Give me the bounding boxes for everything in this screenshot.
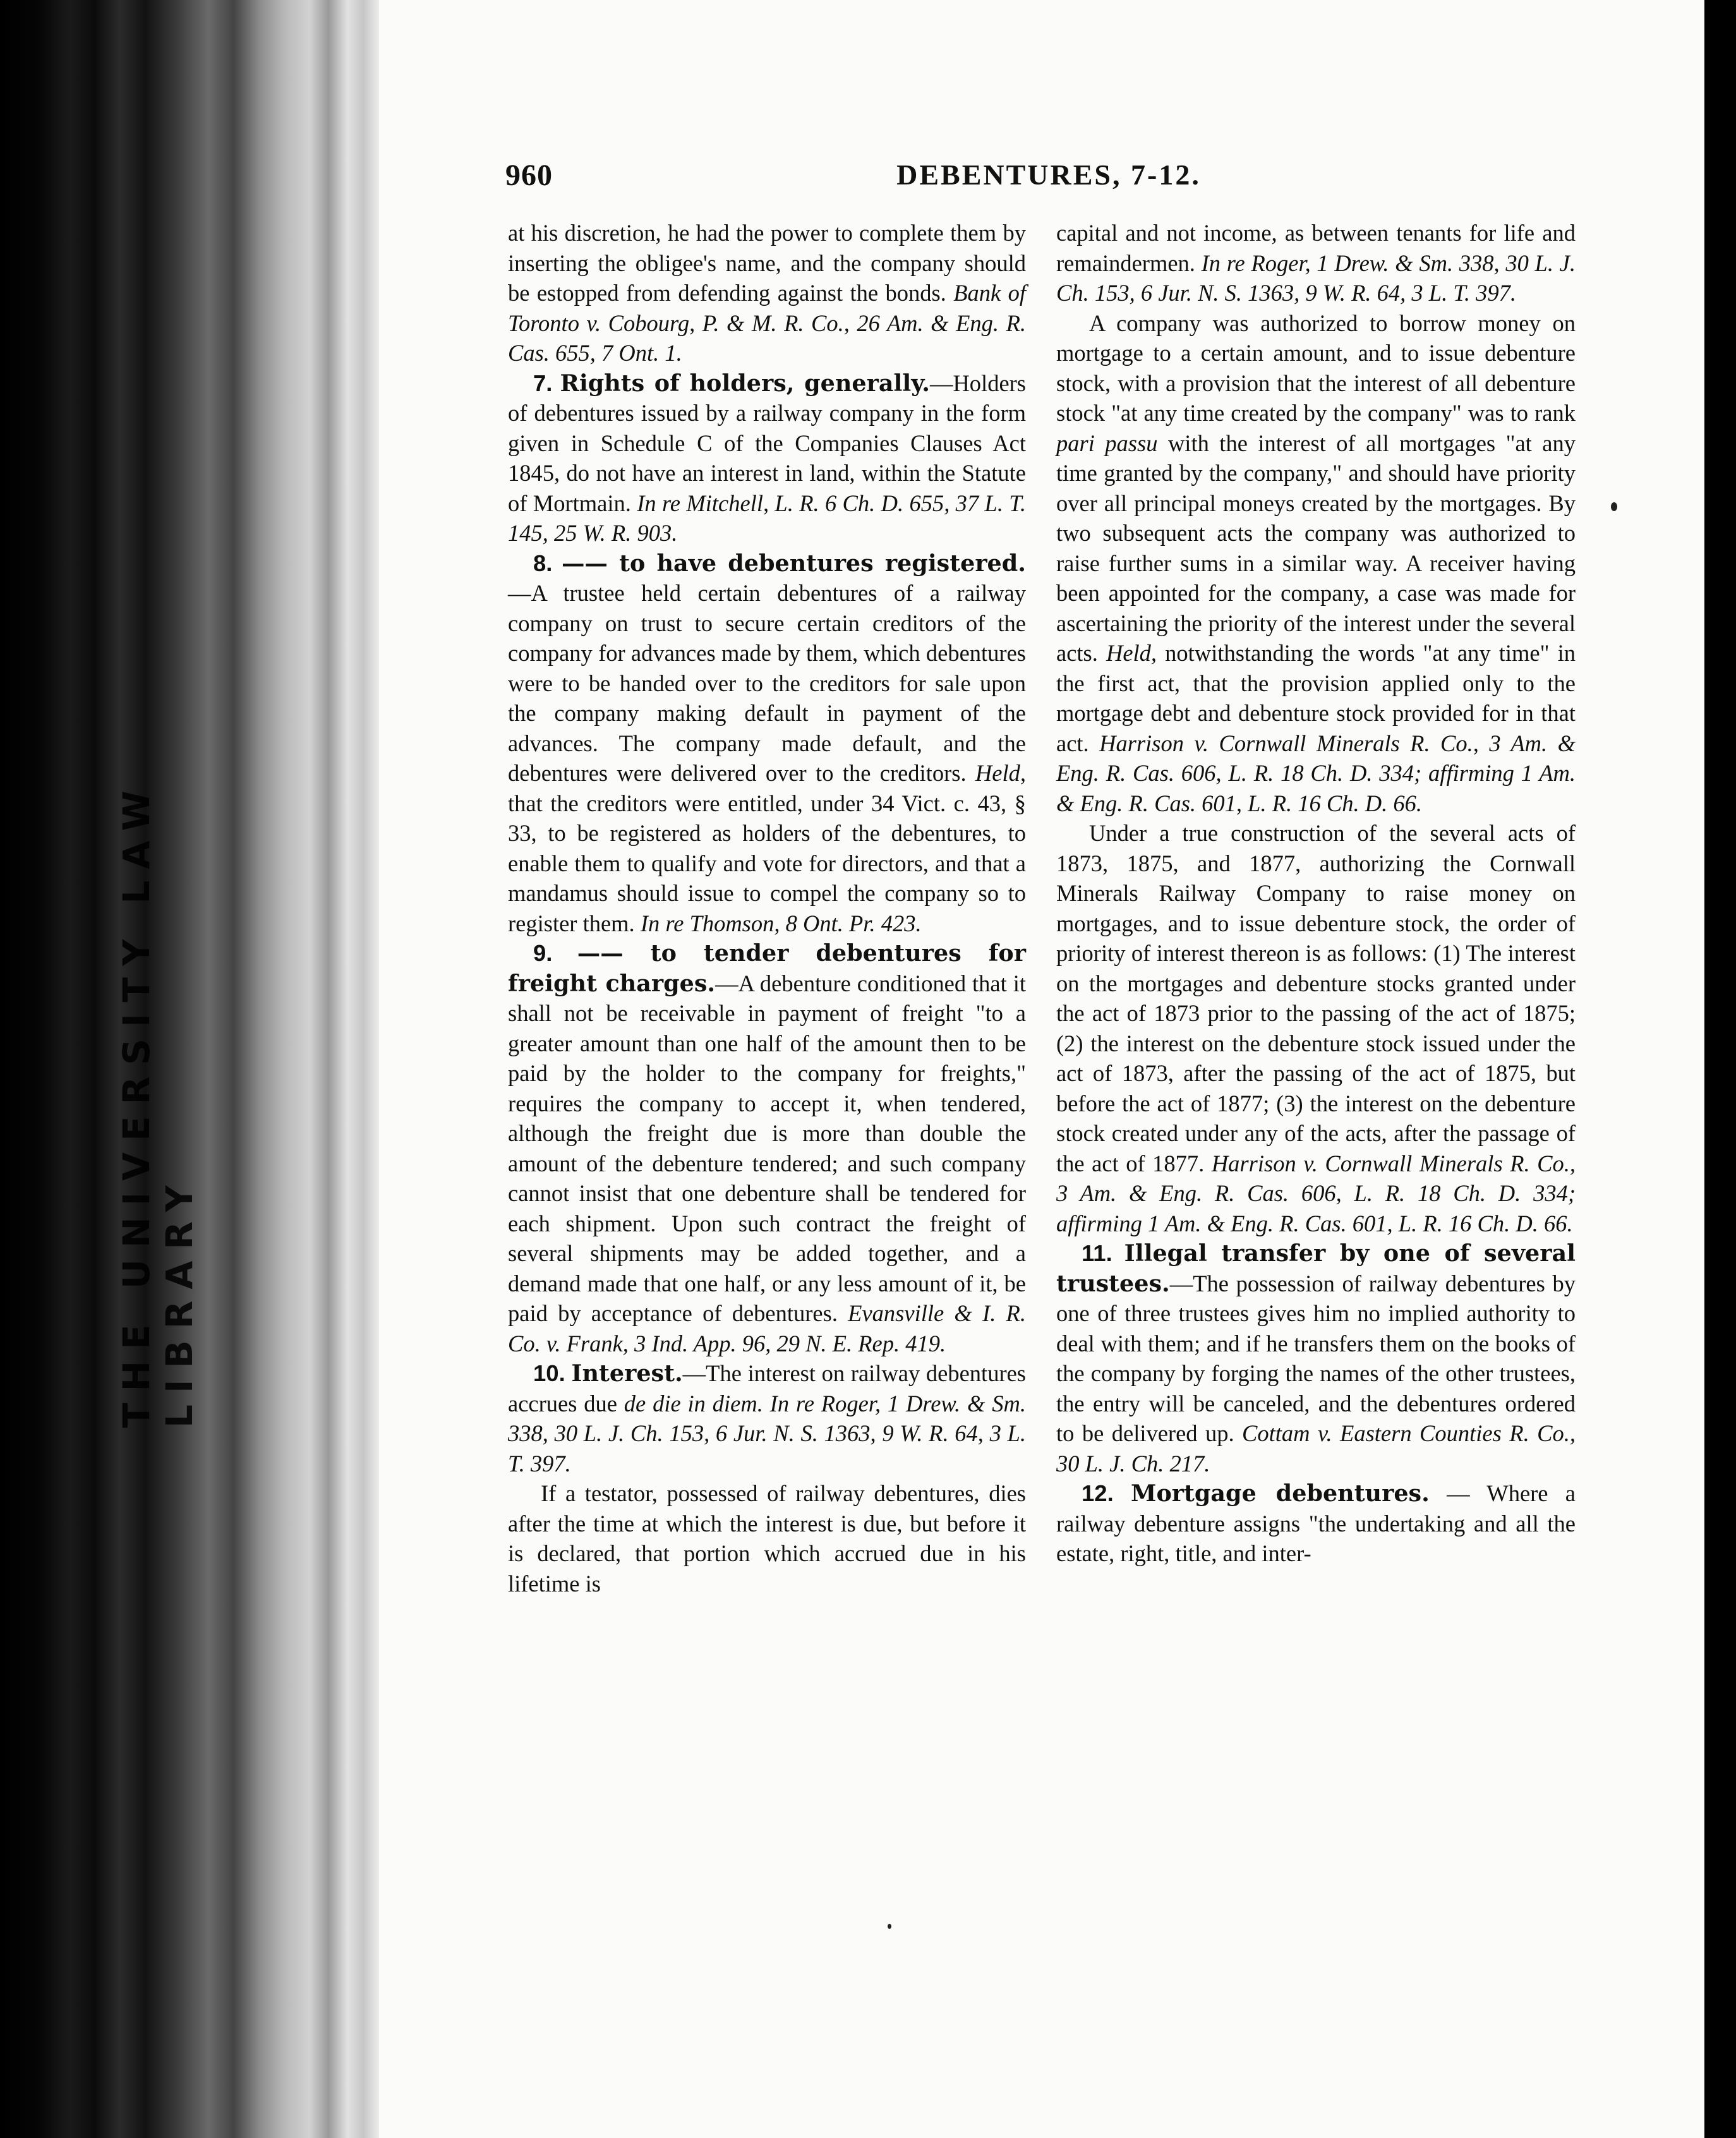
- citation: Cottam v. Eastern Counties R. Co., 30 L. J. Ch. 217.: [1056, 1420, 1576, 1477]
- library-spine-stamp: THE UNIVERSITY LAW LIBRARY: [115, 779, 201, 1428]
- latin-phrase: de die in diem.: [624, 1390, 763, 1416]
- section-7: 7. Rights of holders, generally.—Holders of debentures issued by a railway company in the form given in Schedule C of the Companies Clauses Act 1845, do not have an interest in land, within the Statute of Mortmain. In re Mitchell, L. R. 6 Ch. D. 655, 37 L. T. 145, 25 W. R. 903.: [508, 369, 1026, 546]
- scan-right-edge: [1704, 0, 1736, 2138]
- left-column: [508, 218, 1026, 1598]
- paragraph-priority: Under a true construction of the several acts of 1873, 1875, and 1877, authorizing the Cornwall Minerals Railway Company to raise money on mortgages, and to issue debenture stock, the order of priority of interest thereon is as follows: (1) The interest on the mortgages and debenture stocks granted under the act of 1873 prior to the passing of the act of 1875; (2) the interest on the debenture stock issued under the act of 1873, after the passing of the act of 1875, but before the act of 1877; (3) the interest on the debenture stock created under any of the acts, after the passage of the act of 1877. Harrison v. Cornwall Minerals R. Co., 3 Am. & Eng. R. Cas. 606, L. R. 18 Ch. D. 334; affirming 1 Am. & Eng. R. Cas. 601, L. R. 16 Ch. D. 66.: [1056, 820, 1576, 1236]
- paragraph-pari-passu: A company was authorized to borrow money on mortgage to a certain amount, and to issue debenture stock, with a provision that the interest of all debenture stock "at any time created by the company" was to rank pari passu with the interest of all mortgages "at any time granted by the company," and should have priority over all principal moneys created by the mortgages. By two subsequent acts the company was authorized to raise further sums in a similar way. A receiver having been appointed for the company, a case was made for ascertaining the priority of the interest under the several acts. Held, notwithstanding the words "at any time" in the first act, that the provision applied only to the mortgage debt and debenture stock provided for in that act. Harrison v. Cornwall Minerals R. Co., 3 Am. & Eng. R. Cas. 606, L. R. 18 Ch. D. 334; affirming 1 Am. & Eng. R. Cas. 601, L. R. 16 Ch. D. 66.: [1056, 310, 1576, 816]
- citation: In re Mitchell, L. R. 6 Ch. D. 655, 37 L. T. 145, 25 W. R. 903.: [508, 490, 1026, 546]
- section-number: 12.: [1082, 1480, 1114, 1506]
- citation: Harrison v. Cornwall Minerals R. Co., 3 Am. & Eng. R. Cas. 606, L. R. 18 Ch. D. 334; affirming 1 Am. & Eng. R. Cas. 601, L. R. 16 Ch. D. 66.: [1056, 1150, 1576, 1236]
- section-title: Illegal transfer by one of several trustees.: [1056, 1240, 1576, 1297]
- section-12: 12. Mortgage debentures. — Where a railway debenture assigns "the undertaking and all the estate, right, title, and inter-: [1056, 1480, 1576, 1566]
- scan-speck: [888, 1924, 891, 1929]
- page-number: 960: [505, 159, 553, 192]
- section-number: 11.: [1082, 1240, 1112, 1266]
- held-word: Held,: [975, 760, 1026, 786]
- section-title: —— to have debentures registered.: [562, 549, 1026, 577]
- paragraph-continuation: capital and not income, as between tenants for life and remaindermen. In re Roger, 1 Drew. & Sm. 338, 30 L. J. Ch. 153, 6 Jur. N. S. 1363, 9 W. R. 64, 3 L. T. 397.: [1056, 220, 1576, 306]
- citation: In re Roger, 1 Drew. & Sm. 338, 30 L. J. Ch. 153, 6 Jur. N. S. 1363, 9 W. R. 64, 3 L. T. 397.: [508, 1390, 1026, 1477]
- section-title: Rights of holders, generally.: [560, 369, 930, 397]
- section-11: 11. Illegal transfer by one of several trustees.—The possession of railway debentures by one of three trustees gives him no implied authority to deal with them; and if he transfers them on the books of the company by forging the names of the other trustees, the entry will be canceled, and the debentures ordered to be delivered up. Cottam v. Eastern Counties R. Co., 30 L. J. Ch. 217.: [1056, 1240, 1576, 1477]
- scan-speck: [1611, 502, 1617, 511]
- latin-phrase: pari passu: [1056, 430, 1158, 456]
- section-10: 10. Interest.—The interest on railway debentures accrues due de die in diem. In re Roger, 1 Drew. & Sm. 338, 30 L. J. Ch. 153, 6 Jur. N. S. 1363, 9 W. R. 64, 3 L. T. 397.: [508, 1360, 1026, 1477]
- citation: In re Roger, 1 Drew. & Sm. 338, 30 L. J. Ch. 153, 6 Jur. N. S. 1363, 9 W. R. 64, 3 L. T. 397.: [1056, 250, 1576, 306]
- citation: Harrison v. Cornwall Minerals R. Co., 3 Am. & Eng. R. Cas. 606, L. R. 18 Ch. D. 334; affirming 1 Am. & Eng. R. Cas. 601, L. R. 16 Ch. D. 66.: [1056, 730, 1576, 816]
- section-number: 7.: [533, 370, 553, 396]
- section-title: Mortgage debentures.: [1131, 1480, 1430, 1507]
- section-number: 8.: [533, 550, 553, 576]
- right-column: [1056, 218, 1576, 1569]
- section-8: 8. —— to have debentures registered.—A trustee held certain debentures of a railway company on trust to secure certain creditors of the company for advances made by them, which debentures were to be handed over to the creditors for sale upon the company making default in payment of the advances. The company made default, and the debentures were delivered over to the creditors. Held, that the creditors were entitled, under 34 Vict. c. 43, § 33, to be registered as holders of the debentures, to enable them to qualify and vote for directors, and that a mandamus should issue to compel the company so to register them. In re Thomson, 8 Ont. Pr. 423.: [508, 549, 1026, 936]
- paragraph-testator: If a testator, possessed of railway debentures, dies after the time at which the interest is due, but before it is declared, that portion which accrued due in his lifetime is: [508, 1480, 1026, 1597]
- section-9: 9. —— to tender debentures for freight charges.—A debenture conditioned that it shall not be receivable in payment of freight "to a greater amount than one half of the amount then to be paid by the holder to the company for freights," requires the company to accept it, when tendered, although the freight due is more than double the amount of the debenture tendered; and such company cannot insist that one debenture shall be tendered for each shipment. Upon such contract the freight of several shipments may be added together, and a demand made that one half, or any less amount of it, be paid by acceptance of debentures. Evansville & I. R. Co. v. Frank, 3 Ind. App. 96, 29 N. E. Rep. 419.: [508, 939, 1026, 1356]
- scan-binding-edge: [0, 0, 379, 2138]
- book-page: [379, 0, 1704, 2138]
- section-title: Interest.: [571, 1360, 683, 1387]
- section-number: 10.: [533, 1360, 565, 1386]
- running-head: DEBENTURES, 7-12.: [896, 159, 1201, 191]
- citation: Evansville & I. R. Co. v. Frank, 3 Ind. App. 96, 29 N. E. Rep. 419.: [508, 1300, 1026, 1356]
- paragraph-continuation: at his discretion, he had the power to complete them by inserting the obligee's name, and the company should be estopped from defending against the bonds. Bank of Toronto v. Cobourg, P. & M. R. Co., 26 Am. & Eng. R. Cas. 655, 7 Ont. 1.: [508, 220, 1027, 366]
- citation: In re Thomson, 8 Ont. Pr. 423.: [640, 910, 922, 936]
- section-number: 9.: [533, 940, 553, 966]
- held-word: Held,: [1106, 640, 1157, 666]
- page-header: [505, 158, 1592, 202]
- citation: Bank of Toronto v. Cobourg, P. & M. R. Co., 26 Am. & Eng. R. Cas. 655, 7 Ont. 1.: [508, 280, 1027, 366]
- section-title: —— to tender debentures for freight charges.: [508, 939, 1026, 997]
